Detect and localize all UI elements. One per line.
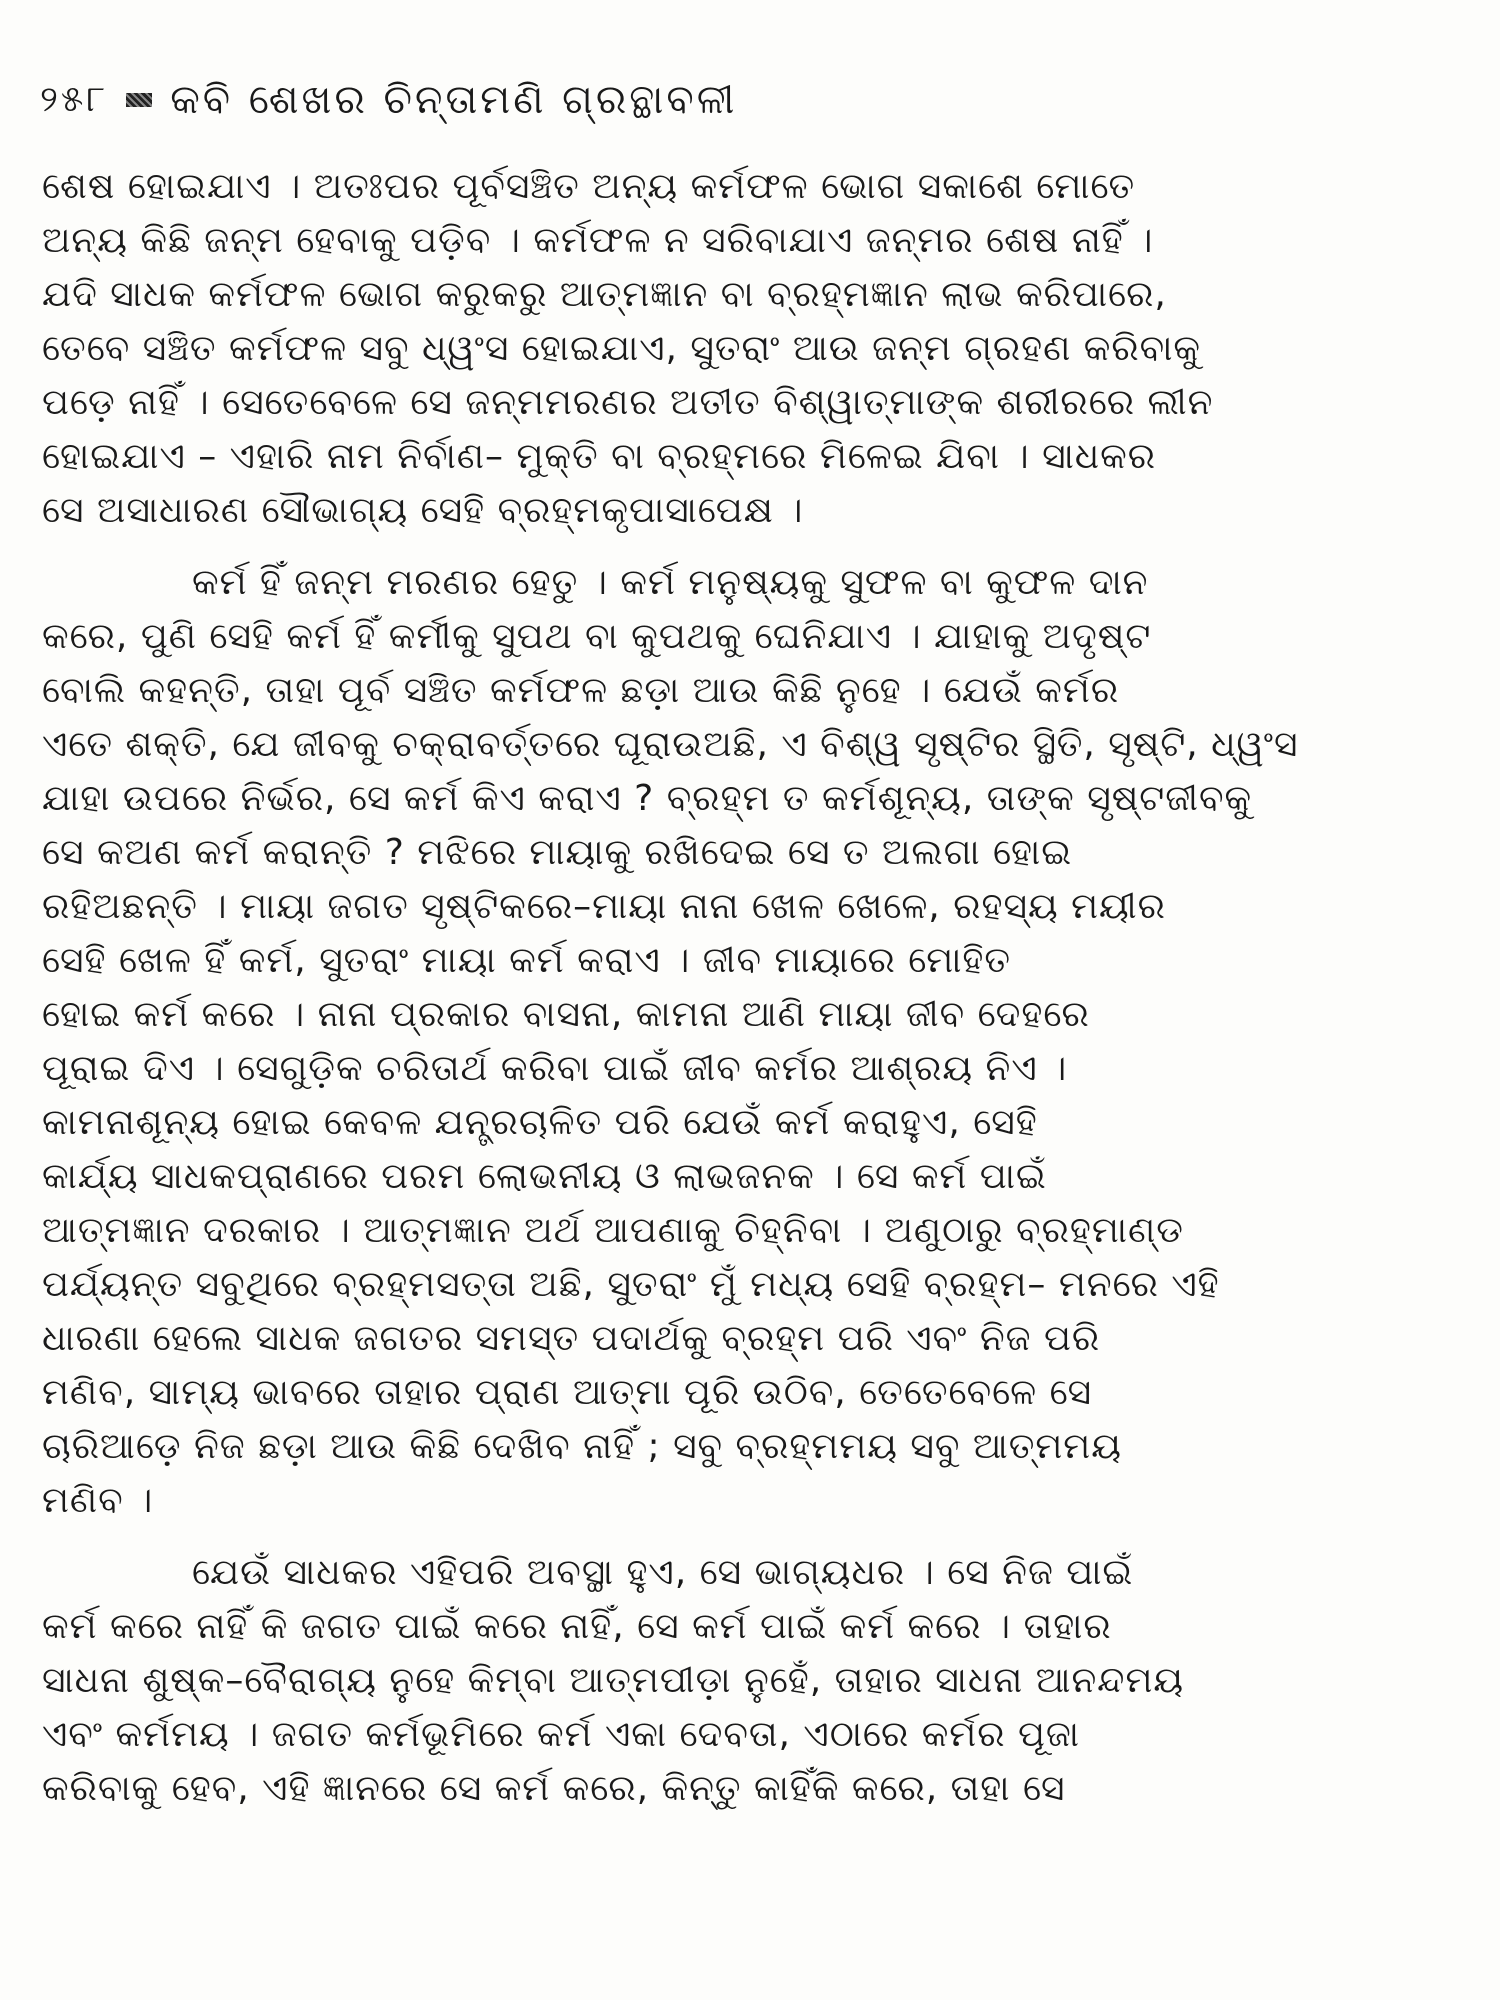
paragraph-gap (42, 538, 1462, 556)
text-line: କାମନାଶୂନ୍ୟ ହୋଇ କେବଳ ଯନ୍ତ୍ରଚାଳିତ ପରି ଯେଉଁ କର୍ମ କରାହୁଏ, ସେହି (42, 1102, 1038, 1143)
text-line: ଚାରିଆଡ଼େ ନିଜ ଛଡ଼ା ଆଉ କିଛି ଦେଖିବ ନାହିଁ ; ସବୁ ବ୍ରହ୍ମମୟ ସବୁ ଆତ୍ମମୟ (42, 1426, 1122, 1467)
text-line: ପଡ଼େ ନାହିଁ । ସେତେବେଳେ ସେ ଜନ୍ମମରଣର ଅତୀତ ବିଶ୍ୱାତ୍ମାଙ୍କ ଶରୀରରେ ଲୀନ (42, 382, 1214, 423)
ornament-icon (126, 93, 152, 107)
page-number: ୨୫୮ (40, 79, 109, 120)
paragraph (42, 160, 1462, 538)
text-line: ଯଦି ସାଧକ କର୍ମଫଳ ଭୋଗ କରୁକରୁ ଆତ୍ମଜ୍ଞାନ ବା ବ୍ରହ୍ମଜ୍ଞାନ ଲାଭ କରିପାରେ, (42, 274, 1167, 315)
text-line: ରହିଅଛନ୍ତି । ମାୟା ଜଗତ ସୃଷ୍ଟିକରେ–ମାୟା ନାନା ଖେଳ ଖେଳେ, ରହସ୍ୟ ମୟୀର (42, 886, 1166, 927)
text-line: ଶେଷ ହୋଇଯାଏ । ଅତଃପର ପୂର୍ବସଞ୍ଚିତ ଅନ୍ୟ କର୍ମଫଳ ଭୋଗ ସକାଶେ ମୋତେ (42, 166, 1136, 207)
text-line: ଅନ୍ୟ କିଛି ଜନ୍ମ ହେବାକୁ ପଡ଼ିବ । କର୍ମଫଳ ନ ସରିବାଯାଏ ଜନ୍ମର ଶେଷ ନାହିଁ । (42, 220, 1154, 261)
text-line: ବୋଲି କହନ୍ତି, ତାହା ପୂର୍ବ ସଞ୍ଚିତ କର୍ମଫଳ ଛଡ଼ା ଆଉ କିଛି ନୁହେ । ଯେଉଁ କର୍ମର (42, 670, 1120, 711)
text-line: ତେବେ ସଞ୍ଚିତ କର୍ମଫଳ ସବୁ ଧ୍ୱଂସ ହୋଇଯାଏ, ସୁତରାଂ ଆଉ ଜନ୍ମ ଗ୍ରହଣ କରିବାକୁ (42, 328, 1202, 369)
text-line: ସାଧନା ଶୁଷ୍କ–ବୈରାଗ୍ୟ ନୁହେ କିମ୍ବା ଆତ୍ମପୀଡ଼ା ନୁହେଁ, ତାହାର ସାଧନା ଆନନ୍ଦମୟ (42, 1660, 1185, 1701)
text-line: ଆତ୍ମଜ୍ଞାନ ଦରକାର । ଆତ୍ମଜ୍ଞାନ ଅର୍ଥ ଆପଣାକୁ ଚିହ୍ନିବା । ଅଣୁଠାରୁ ବ୍ରହ୍ମାଣ୍ଡ (42, 1210, 1184, 1251)
body-text (42, 160, 1462, 1816)
text-line: କାର୍ଯ୍ୟ ସାଧକପ୍ରାଣରେ ପରମ ଲୋଭନୀୟ ଓ ଲାଭଜନକ । ସେ କର୍ମ ପାଇଁ (42, 1156, 1047, 1197)
text-line: କର୍ମ କରେ ନାହିଁ କି ଜଗତ ପାଇଁ କରେ ନାହିଁ, ସେ କର୍ମ ପାଇଁ କର୍ମ କରେ । ତାହାର (42, 1606, 1112, 1647)
text-line: ହୋଇ କର୍ମ କରେ । ନାନା ପ୍ରକାର ବାସନା, କାମନା ଆଣି ମାୟା ଜୀବ ଦେହରେ (42, 994, 1090, 1035)
text-line: ସେ ଅସାଧାରଣ ସୌଭାଗ୍ୟ ସେହି ବ୍ରହ୍ମକୃପାସାପେକ୍ଷ । (42, 490, 804, 531)
text-line: ଏବଂ କର୍ମମୟ । ଜଗତ କର୍ମଭୂମିରେ କର୍ମ ଏକା ଦେବତା, ଏଠାରେ କର୍ମର ପୂଜା (42, 1714, 1080, 1755)
text-line: ଧାରଣା ହେଲେ ସାଧକ ଜଗତର ସମସ୍ତ ପଦାର୍ଥକୁ ବ୍ରହ୍ମ ପରି ଏବଂ ନିଜ ପରି (42, 1318, 1101, 1359)
text-line: କରେ, ପୁଣି ସେହି କର୍ମ ହିଁ କର୍ମୀକୁ ସୁପଥ ବା କୁପଥକୁ ଘେନିଯାଏ । ଯାହାକୁ ଅଦୃଷ୍ଟ (42, 616, 1152, 657)
text-line: କର୍ମ ହିଁ ଜନ୍ମ ମରଣର ହେତୁ । କର୍ମ ମନୁଷ୍ୟକୁ ସୁଫଳ ବା କୁଫଳ ଦାନ (192, 562, 1149, 603)
text-line: ସେ କଅଣ କର୍ମ କରାନ୍ତି ? ମଝିରେ ମାୟାକୁ ରଖିଦେଇ ସେ ତ ଅଲଗା ହୋଇ (42, 832, 1073, 873)
paragraph-gap (42, 1528, 1462, 1546)
text-line: ପୂରାଇ ଦିଏ । ସେଗୁଡ଼ିକ ଚରିତାର୍ଥ କରିବା ପାଇଁ ଜୀବ କର୍ମର ଆଶ୍ରୟ ନିଏ । (42, 1048, 1068, 1089)
text-line: ମଣିବ, ସାମ୍ୟ ଭାବରେ ତାହାର ପ୍ରାଣ ଆତ୍ମା ପୂରି ଉଠିବ, ତେତେବେଳେ ସେ (42, 1372, 1093, 1413)
text-line: ମଣିବ । (42, 1480, 154, 1521)
text-line: ହୋଇଯାଏ – ଏହାରି ନାମ ନିର୍ବାଣ– ମୁକ୍ତି ବା ବ୍ରହ୍ମରେ ମିଳେଇ ଯିବା । ସାଧକର (42, 436, 1157, 477)
text-line: ଯାହା ଉପରେ ନିର୍ଭର, ସେ କର୍ମ କିଏ କରାଏ ? ବ୍ରହ୍ମ ତ କର୍ମଶୂନ୍ୟ, ତାଙ୍କ ସୃଷ୍ଟଜୀବକୁ (42, 778, 1253, 819)
text-line: କରିବାକୁ ହେବ, ଏହି ଜ୍ଞାନରେ ସେ କର୍ମ କରେ, କିନ୍ତୁ କାହିଁକି କରେ, ତାହା ସେ (42, 1768, 1066, 1809)
text-line: ଯେଉଁ ସାଧକର ଏହିପରି ଅବସ୍ଥା ହୁଏ, ସେ ଭାଗ୍ୟଧର । ସେ ନିଜ ପାଇଁ (192, 1552, 1134, 1593)
text-line: ଏତେ ଶକ୍ତି, ଯେ ଜୀବକୁ ଚକ୍ରାବର୍ତ୍ତରେ ଘୂରାଉଅଛି, ଏ ବିଶ୍ୱ ସୃଷ୍ଟିର ସ୍ଥିତି, ସୃଷ୍ଟି, ଧ୍ୱଂସ (42, 724, 1299, 765)
book-title: କବି ଶେଖର ଚିନ୍ତାମଣି ଗ୍ରନ୍ଥାବଳୀ (170, 77, 738, 123)
text-line: ସେହି ଖେଳ ହିଁ କର୍ମ, ସୁତରାଂ ମାୟା କର୍ମ କରାଏ । ଜୀବ ମାୟାରେ ମୋହିତ (42, 940, 1012, 981)
paragraph (42, 1546, 1462, 1816)
running-header (40, 70, 737, 130)
paragraph (42, 556, 1462, 1528)
text-line: ପର୍ଯ୍ୟନ୍ତ ସବୁଥିରେ ବ୍ରହ୍ମସତ୍ତା ଅଛି, ସୁତରାଂ ମୁଁ ମଧ୍ୟ ସେହି ବ୍ରହ୍ମ– ମନରେ ଏହି (42, 1264, 1220, 1305)
